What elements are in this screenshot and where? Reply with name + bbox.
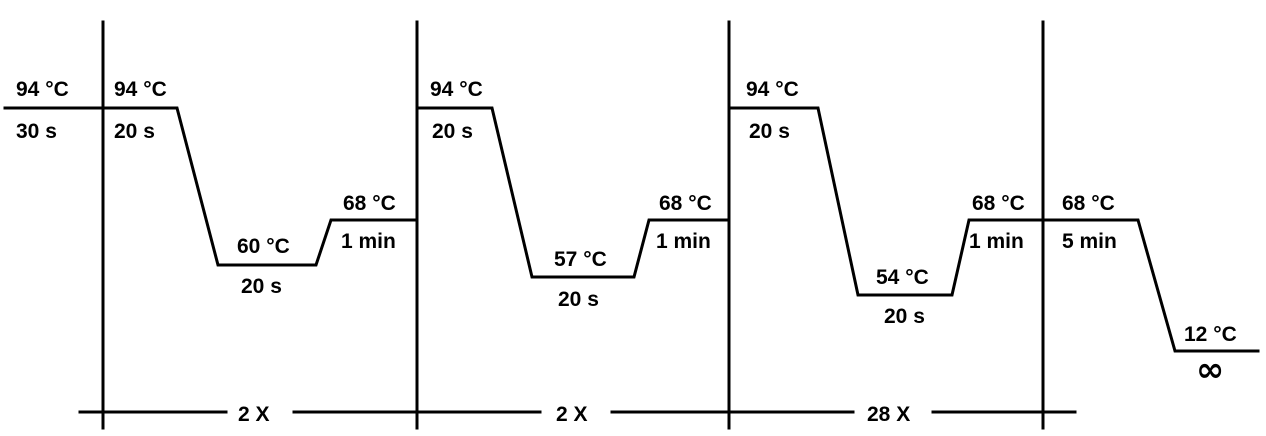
final-extension-temp-label: 68 °C — [1062, 192, 1115, 215]
denature-time-label: 20 s — [432, 120, 473, 143]
anneal-time-label: 20 s — [884, 305, 925, 328]
anneal-temp-label: 57 °C — [554, 248, 607, 271]
cycle-count-label: 28 X — [867, 403, 911, 426]
extend-temp-label: 68 °C — [972, 192, 1025, 215]
hold-temp-label: 12 °C — [1184, 323, 1237, 346]
final-extension-time-label: 5 min — [1062, 230, 1117, 253]
anneal-time-label: 20 s — [241, 275, 282, 298]
denature-time-label: 20 s — [749, 120, 790, 143]
cycle-count-label: 2 X — [556, 403, 588, 426]
extend-time-label: 1 min — [656, 230, 711, 253]
extend-time-label: 1 min — [969, 230, 1024, 253]
initial-time-label: 30 s — [16, 120, 57, 143]
denature-time-label: 20 s — [114, 120, 155, 143]
infinity-symbol: ∞ — [1196, 350, 1225, 390]
extend-temp-label: 68 °C — [343, 192, 396, 215]
extend-time-label: 1 min — [341, 230, 396, 253]
anneal-temp-label: 54 °C — [876, 266, 929, 289]
anneal-temp-label: 60 °C — [237, 235, 290, 258]
extend-temp-label: 68 °C — [659, 192, 712, 215]
cycle-count-label: 2 X — [238, 403, 270, 426]
initial-temp-label: 94 °C — [16, 78, 69, 101]
denature-temp-label: 94 °C — [746, 78, 799, 101]
denature-temp-label: 94 °C — [114, 78, 167, 101]
denature-temp-label: 94 °C — [430, 78, 483, 101]
anneal-time-label: 20 s — [558, 288, 599, 311]
